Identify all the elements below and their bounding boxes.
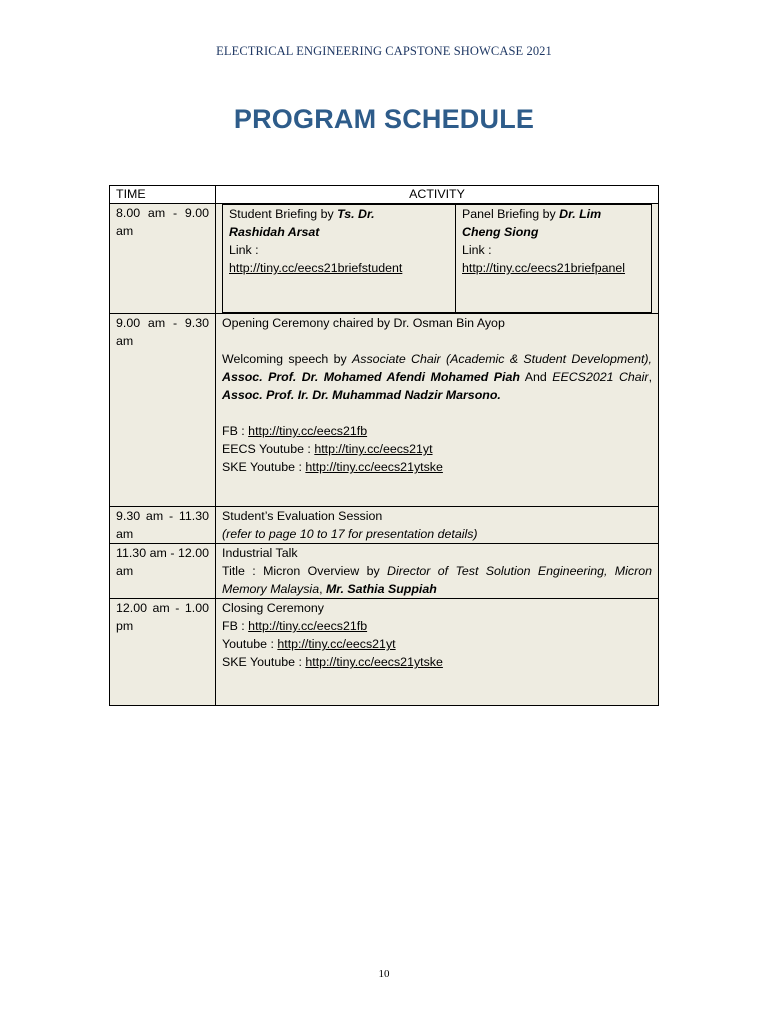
evaluation-note: (refer to page 10 to 17 for presentation details) xyxy=(222,527,478,541)
table-row xyxy=(110,314,659,507)
youtube-link[interactable]: http://tiny.cc/eecs21yt xyxy=(277,637,396,651)
table-header-row xyxy=(110,186,659,204)
fb-link[interactable]: http://tiny.cc/eecs21fb xyxy=(248,424,368,438)
activity-cell xyxy=(216,599,659,706)
student-briefing xyxy=(223,205,456,313)
table-row xyxy=(110,599,659,706)
presenter-name: Ts. Dr. xyxy=(337,207,375,221)
link-label: Link : xyxy=(462,243,492,257)
column-header-time: TIME xyxy=(110,186,216,204)
document-header: ELECTRICAL ENGINEERING CAPSTONE SHOWCASE 2021 xyxy=(216,44,552,58)
schedule-table xyxy=(109,185,659,706)
briefing-text: Student Briefing by xyxy=(229,207,338,221)
industrial-talk: Industrial Talk xyxy=(222,546,298,560)
time-cell: 11.30 am - 12.00 am xyxy=(110,544,216,599)
fb-line: FB : http://tiny.cc/eecs21fb xyxy=(222,424,368,438)
closing-ceremony: Closing Ceremony xyxy=(222,601,324,615)
table-row xyxy=(110,544,659,599)
table-row xyxy=(110,507,659,544)
activity-cell xyxy=(216,314,659,507)
presenter-name: Rashidah Arsat xyxy=(229,225,320,239)
evaluation-session: Student’s Evaluation Session xyxy=(222,509,383,523)
ske-youtube-link[interactable]: http://tiny.cc/eecs21ytske xyxy=(305,655,443,669)
briefing-text: Panel Briefing by xyxy=(462,207,560,221)
student-briefing-link[interactable]: http://tiny.cc/eecs21briefstudent xyxy=(229,261,403,275)
page-title: PROGRAM SCHEDULE xyxy=(233,104,535,134)
briefing-split xyxy=(222,204,652,313)
presenter-name: Dr. Lim xyxy=(559,207,602,221)
table-row xyxy=(110,204,659,314)
youtube-line: Youtube : http://tiny.cc/eecs21yt xyxy=(222,637,396,651)
panel-briefing-link[interactable]: http://tiny.cc/eecs21briefpanel xyxy=(462,261,626,275)
activity-cell xyxy=(216,204,659,314)
activity-cell xyxy=(216,507,659,544)
time-cell: 8.00 am - 9.00 am xyxy=(110,204,216,314)
ske-youtube-link[interactable]: http://tiny.cc/eecs21ytske xyxy=(305,460,443,474)
time-cell: 9.00 am - 9.30 am xyxy=(110,314,216,507)
panel-briefing xyxy=(456,205,652,313)
link-label: Link : xyxy=(229,243,259,257)
ske-youtube-line: SKE Youtube : http://tiny.cc/eecs21ytske xyxy=(222,655,443,669)
talk-title: Title : Micron Overview by Director of Test Solution Engineering, Micron Memory Malaysia, Mr. Sathia Suppiah xyxy=(222,564,652,596)
page-number: 10 xyxy=(378,968,390,980)
time-cell: 9.30 am - 11.30 am xyxy=(110,507,216,544)
column-header-activity: ACTIVITY xyxy=(216,186,659,204)
time-cell: 12.00 am - 1.00 pm xyxy=(110,599,216,706)
activity-cell xyxy=(216,544,659,599)
opening-ceremony: Opening Ceremony chaired by Dr. Osman Bin Ayop xyxy=(222,316,505,330)
presenter-name: Cheng Siong xyxy=(462,225,539,239)
welcoming-speech: Welcoming speech by Associate Chair (Academic & Student Development), Assoc. Prof. Dr. Mohamed Afendi Mohamed Piah And EECS2021 Chair, Assoc. Prof. Ir. Dr. Muhammad Nadzir Marsono. xyxy=(222,352,653,402)
fb-line: FB : http://tiny.cc/eecs21fb xyxy=(222,619,368,633)
eecs-youtube-link[interactable]: http://tiny.cc/eecs21yt xyxy=(314,442,433,456)
fb-link[interactable]: http://tiny.cc/eecs21fb xyxy=(248,619,368,633)
eecs-youtube-line: EECS Youtube : http://tiny.cc/eecs21yt xyxy=(222,442,433,456)
ske-youtube-line: SKE Youtube : http://tiny.cc/eecs21ytske xyxy=(222,460,443,474)
